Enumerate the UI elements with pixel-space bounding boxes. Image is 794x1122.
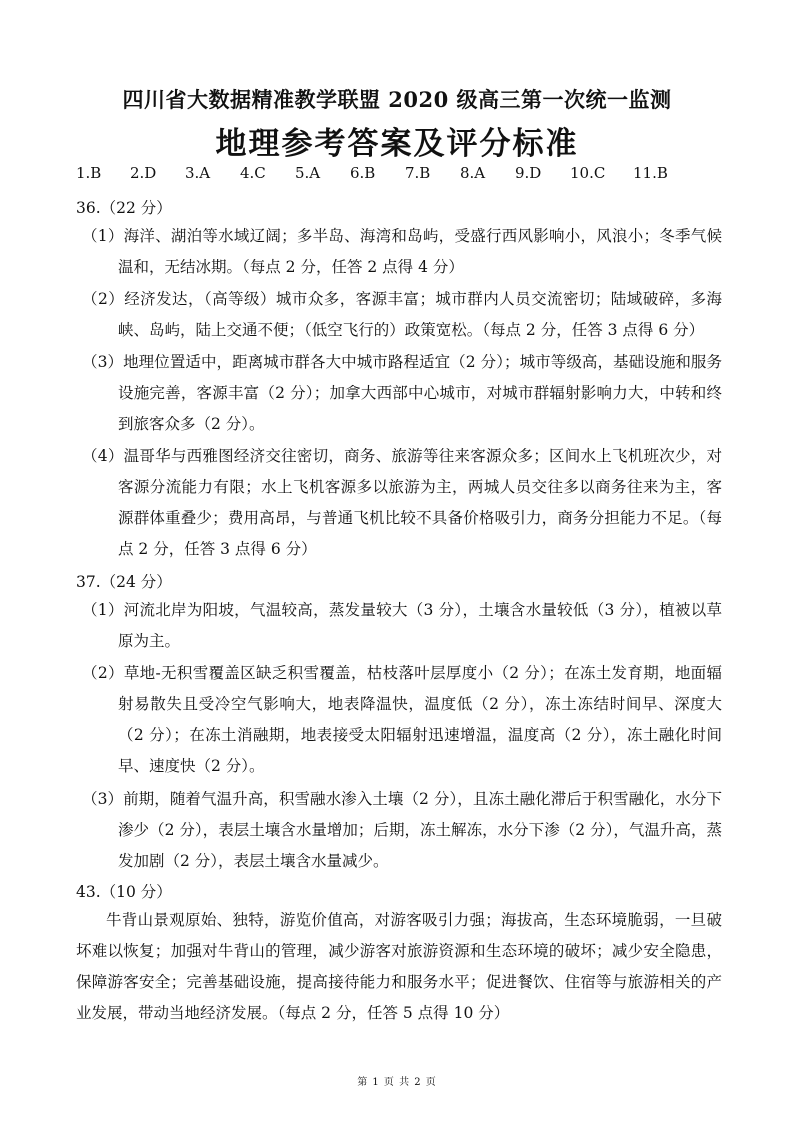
question-36-heading: 36.（22 分） bbox=[76, 199, 172, 217]
mc-answer-11: 11.B bbox=[633, 164, 668, 182]
mc-answer-3: 3.A bbox=[185, 164, 211, 182]
q36-answer-4: （4）温哥华与西雅图经济交往密切，商务、旅游等往来客源众多；区间水上飞机班次少，对客源分流能力有限；水上飞机客源多以旅游为主，两城人员交往多以商务往来为主，客源群体重叠少；费用高昂，与普通飞机比较不具备价格吸引力，商务分担能力不足。（每点 2 分，任答 3 点得 6 分） bbox=[82, 447, 722, 558]
exam-title: 四川省大数据精准教学联盟 2020 级高三第一次统一监测 bbox=[122, 87, 672, 112]
mc-answer-4: 4.C bbox=[240, 164, 266, 182]
question-43-heading: 43.（10 分） bbox=[76, 883, 172, 901]
page-number: 第 1 页 共 2 页 bbox=[357, 1077, 437, 1088]
q43-answer: 牛背山景观原始、独特，游览价值高，对游客吸引力强；海拔高，生态环境脆弱，一旦破坏难以恢复；加强对牛背山的管理，减少游客对旅游资源和生态环境的破坏；减少安全隐患，保障游客安全；完善基础设施，提高接待能力和服务水平；促进餐饮、住宿等与旅游相关的产业发展，带动当地经济发展。（每点 2 分，任答 5 点得 10 分） bbox=[76, 911, 722, 1022]
q36-answer-1: （1）海洋、湖泊等水域辽阔；多半岛、海湾和岛屿，受盛行西风影响小，风浪小；冬季气候温和，无结冰期。（每点 2 分，任答 2 点得 4 分） bbox=[82, 227, 722, 276]
q37-answer-1: （1）河流北岸为阳坡，气温较高，蒸发量较大（3 分），土壤含水量较低（3 分），植被以草原为主。 bbox=[82, 601, 722, 650]
mc-answer-5: 5.A bbox=[295, 164, 321, 182]
q36-answer-3: （3）地理位置适中，距离城市群各大中城市路程适宜（2 分）；城市等级高，基础设施和服务设施完善，客源丰富（2 分）；加拿大西部中心城市，对城市群辐射影响力大，中转和终到旅客众多（2 分）。 bbox=[82, 353, 722, 433]
mc-answer-10: 10.C bbox=[570, 164, 606, 182]
mc-answer-9: 9.D bbox=[515, 164, 542, 182]
q36-answer-2: （2）经济发达，（高等级）城市众多，客源丰富；城市群内人员交流密切；陆域破碎，多海峡、岛屿，陆上交通不便；（低空飞行的）政策宽松。（每点 2 分，任答 3 点得 6 分） bbox=[82, 290, 722, 339]
mc-answer-1: 1.B bbox=[76, 164, 102, 182]
q37-answer-3: （3）前期，随着气温升高，积雪融水渗入土壤（2 分），且冻土融化滞后于积雪融化，水分下渗少（2 分），表层土壤含水量增加；后期，冻土解冻，水分下渗（2 分），气温升高，蒸发加剧（2 分），表层土壤含水量减少。 bbox=[82, 790, 722, 870]
mc-answer-2: 2.D bbox=[130, 164, 157, 182]
question-37-heading: 37.（24 分） bbox=[76, 573, 172, 591]
document-subtitle: 地理参考答案及评分标准 bbox=[215, 126, 579, 162]
mc-answer-8: 8.A bbox=[460, 164, 486, 182]
mc-answer-6: 6.B bbox=[350, 164, 376, 182]
mc-answer-7: 7.B bbox=[405, 164, 431, 182]
q37-answer-2: （2）草地-无积雪覆盖区缺乏积雪覆盖，枯枝落叶层厚度小（2 分）；在冻土发育期，地面辐射易散失且受冷空气影响大，地表降温快，温度低（2 分），冻土冻结时间早、深度大（2 分）；在冻土消融期，地表接受太阳辐射迅速增温，温度高（2 分），冻土融化时间早、速度快（2 分）。 bbox=[82, 664, 722, 775]
